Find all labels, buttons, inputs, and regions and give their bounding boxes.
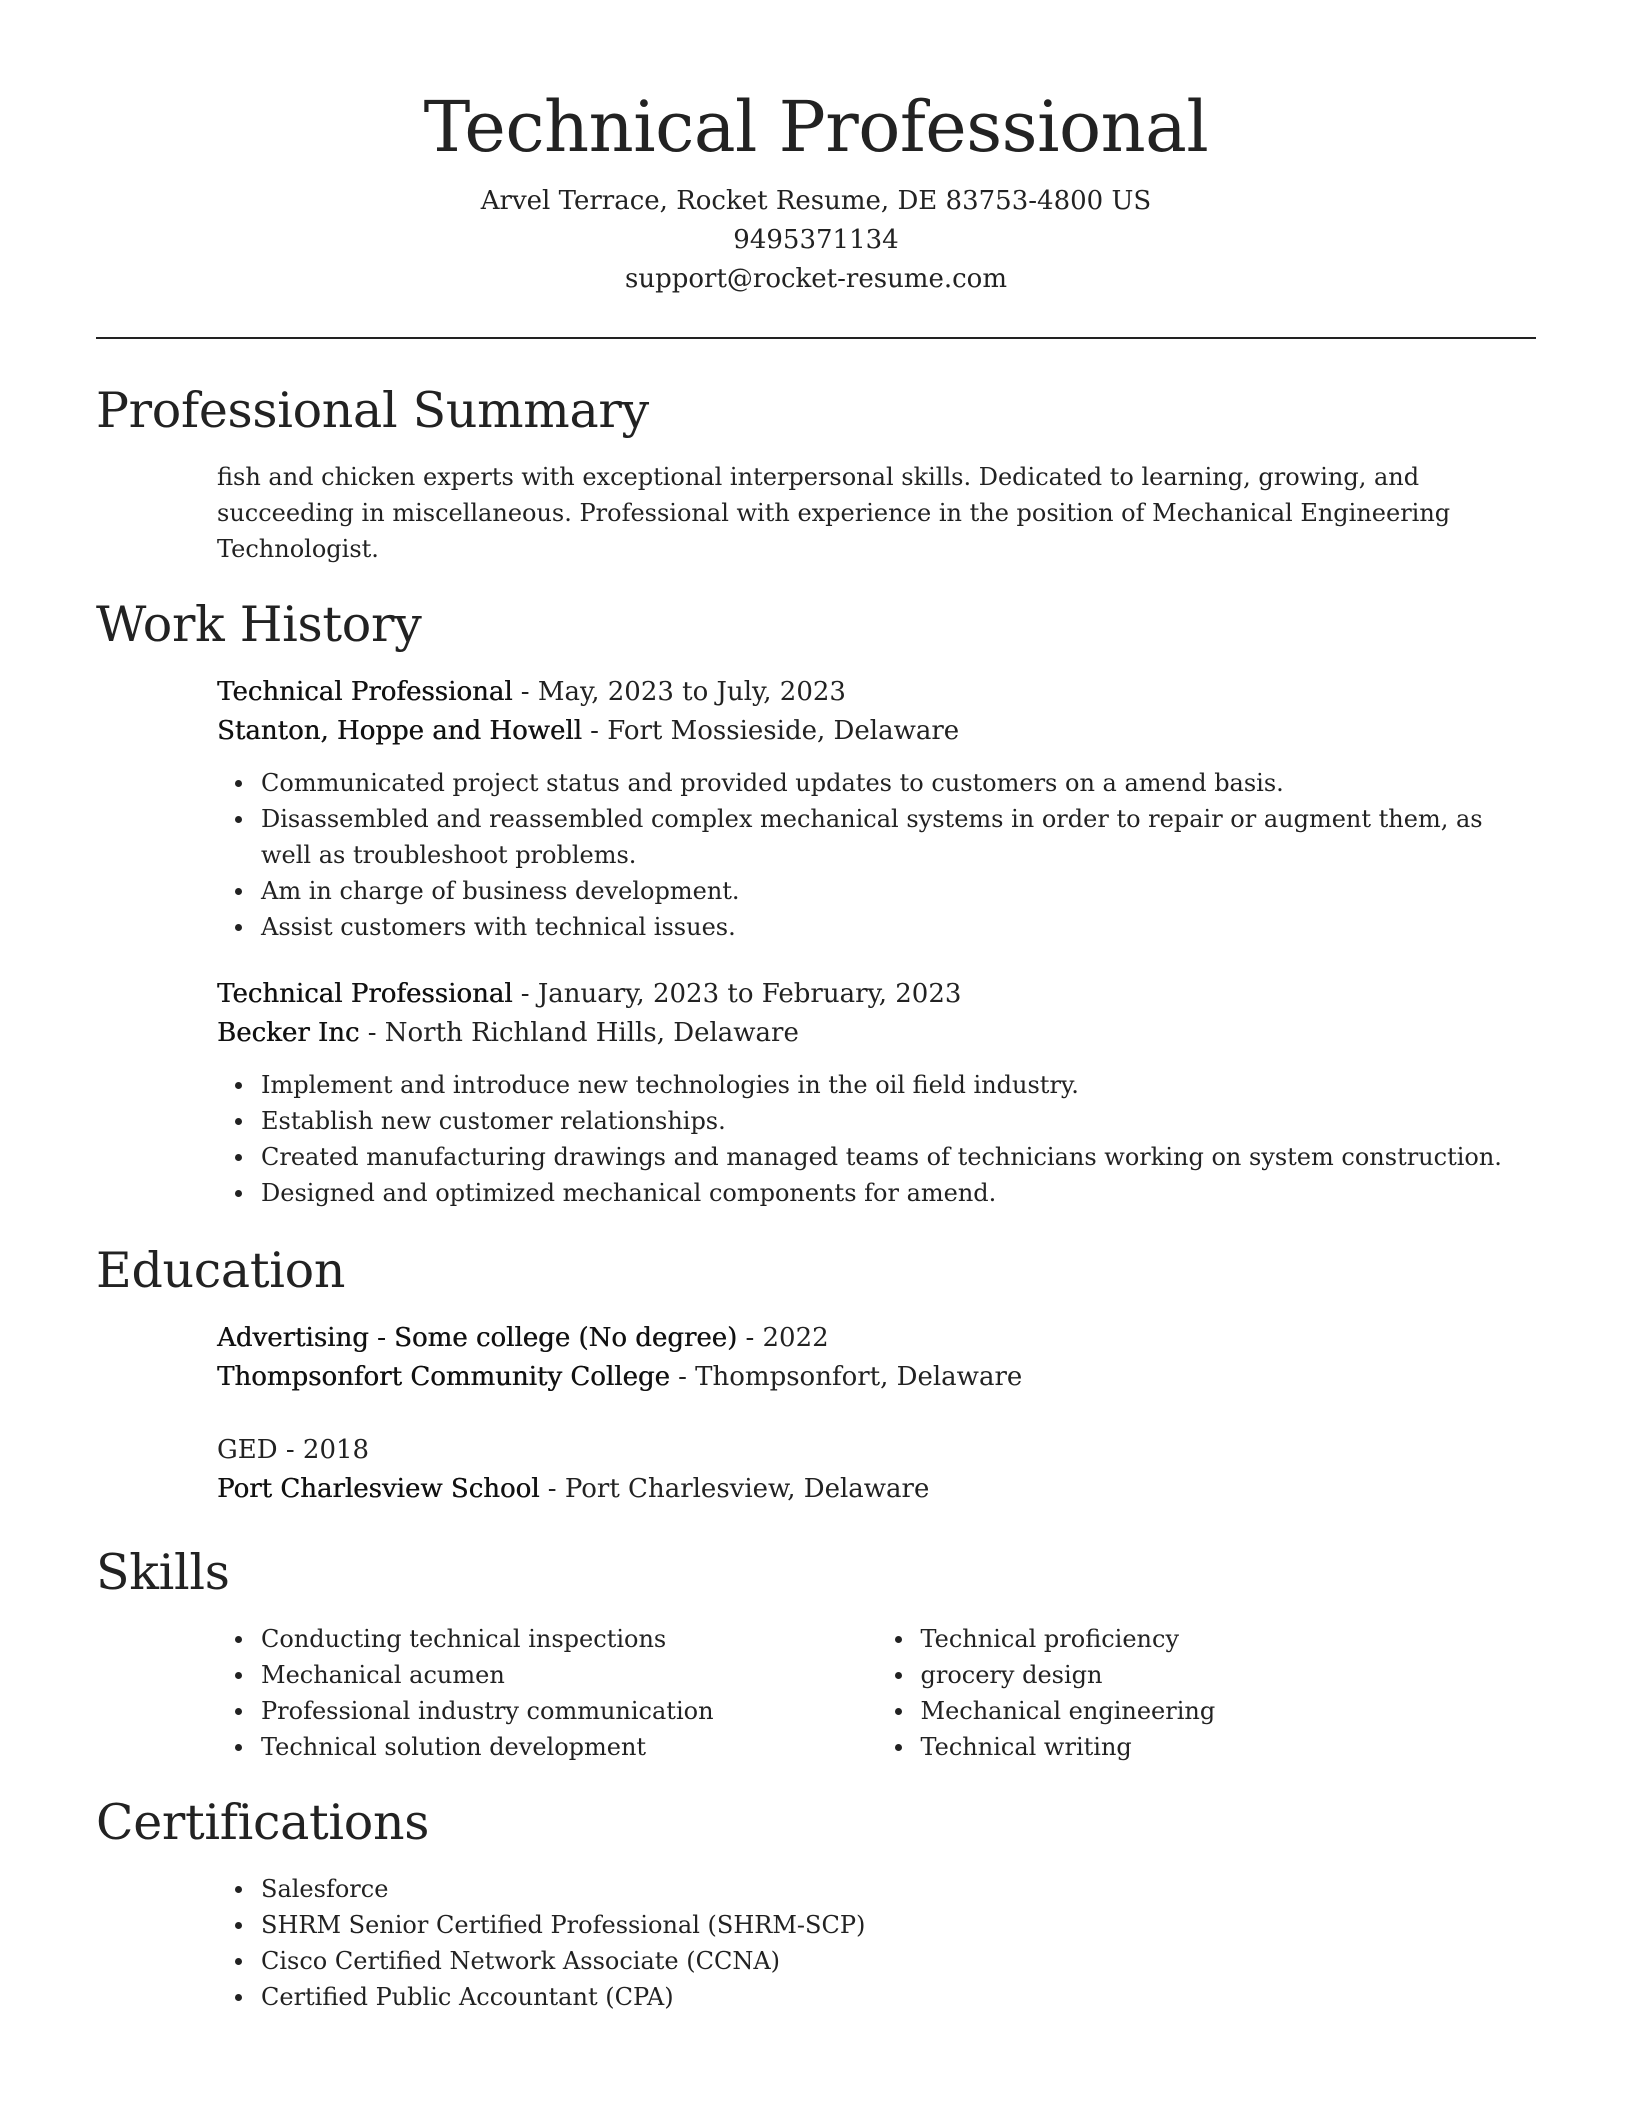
skill-item: Professional industry communication — [261, 1693, 877, 1729]
job-company: Becker Inc — [217, 1018, 360, 1048]
job-title-line — [217, 673, 1536, 712]
education-school: Port Charlesview School — [217, 1474, 540, 1504]
contact-phone: 9495371134 — [733, 225, 899, 255]
job-company-line — [217, 1014, 1536, 1053]
skill-item: Technical proficiency — [921, 1621, 1537, 1657]
job-position: Technical Professional — [217, 979, 513, 1009]
skills-column-left — [217, 1621, 877, 1765]
skill-item: Technical writing — [921, 1729, 1537, 1765]
job-bullet: Designed and optimized mechanical components for amend. — [261, 1175, 1536, 1211]
education-entry — [217, 1431, 1536, 1509]
summary-title: Professional Summary — [96, 382, 649, 439]
skills-column-right — [877, 1621, 1537, 1765]
education-degree-line — [217, 1431, 1536, 1470]
education-degree-line — [217, 1319, 1536, 1358]
skill-item: Technical solution development — [261, 1729, 877, 1765]
certification-item: SHRM Senior Certified Professional (SHRM-SCP) — [261, 1907, 1536, 1943]
job-entry — [217, 975, 1536, 1211]
education-location: - Port Charlesview, Delaware — [539, 1474, 930, 1504]
header-divider — [96, 337, 1536, 339]
certification-item: Certified Public Accountant (CPA) — [261, 1979, 1536, 2015]
job-bullet: Created manufacturing drawings and managed teams of technicians working on system construction. — [261, 1139, 1536, 1175]
job-bullet: Implement and introduce new technologies in the oil field industry. — [261, 1067, 1536, 1103]
job-dates: - May, 2023 to July, 2023 — [512, 677, 846, 707]
skills-grid — [217, 1621, 1536, 1765]
summary-text: fish and chicken experts with exceptional interpersonal skills. Dedicated to learning, growing, and succeeding in miscellaneous. Professional with experience in the position of Mechanical Engineering Technologist. — [217, 463, 1451, 563]
certifications-title: Certifications — [96, 1794, 430, 1851]
job-company: Stanton, Hoppe and Howell — [217, 716, 582, 746]
resume-header — [96, 84, 1536, 299]
job-entry — [217, 673, 1536, 945]
skill-item: grocery design — [921, 1657, 1537, 1693]
education-year: - 2022 — [737, 1323, 829, 1353]
education-school-line — [217, 1470, 1536, 1509]
job-dates: - January, 2023 to February, 2023 — [512, 979, 962, 1009]
candidate-name: Technical Professional — [423, 86, 1209, 168]
certification-item: Salesforce — [261, 1871, 1536, 1907]
job-company-line — [217, 712, 1536, 751]
education-title: Education — [96, 1242, 346, 1299]
education-degree: Advertising - Some college (No degree) — [217, 1323, 738, 1353]
job-bullets — [217, 1067, 1536, 1211]
skills-title: Skills — [96, 1544, 230, 1601]
summary-section — [96, 381, 1536, 567]
job-location: - North Richland Hills, Delaware — [359, 1018, 799, 1048]
job-location: - Fort Mossieside, Delaware — [581, 716, 960, 746]
job-bullet: Disassembled and reassembled complex mechanical systems in order to repair or augment them, as well as troubleshoot problems. — [261, 801, 1536, 873]
education-degree: GED — [217, 1435, 278, 1465]
job-bullet: Assist customers with technical issues. — [261, 909, 1536, 945]
job-bullet: Communicated project status and provided updates to customers on a amend basis. — [261, 765, 1536, 801]
work-history-title: Work History — [96, 596, 422, 653]
contact-email: support@rocket-resume.com — [624, 264, 1007, 294]
job-bullet: Establish new customer relationships. — [261, 1103, 1536, 1139]
education-year: - 2018 — [277, 1435, 370, 1465]
job-bullet: Am in charge of business development. — [261, 873, 1536, 909]
contact-address: Arvel Terrace, Rocket Resume, DE 83753-4800 US — [480, 186, 1152, 216]
certifications-list — [217, 1871, 1536, 2015]
skill-item: Mechanical engineering — [921, 1693, 1537, 1729]
skill-item: Conducting technical inspections — [261, 1621, 877, 1657]
education-section — [96, 1241, 1536, 1509]
skills-section — [96, 1543, 1536, 1765]
job-title-line — [217, 975, 1536, 1014]
job-bullets — [217, 765, 1536, 945]
education-school: Thompsonfort Community College — [217, 1362, 670, 1392]
education-entry — [217, 1319, 1536, 1397]
education-school-line — [217, 1358, 1536, 1397]
job-position: Technical Professional — [217, 677, 513, 707]
work-history-section — [96, 595, 1536, 1211]
certifications-section — [96, 1793, 1536, 2015]
education-location: - Thompsonfort, Delaware — [669, 1362, 1023, 1392]
certification-item: Cisco Certified Network Associate (CCNA) — [261, 1943, 1536, 1979]
skill-item: Mechanical acumen — [261, 1657, 877, 1693]
